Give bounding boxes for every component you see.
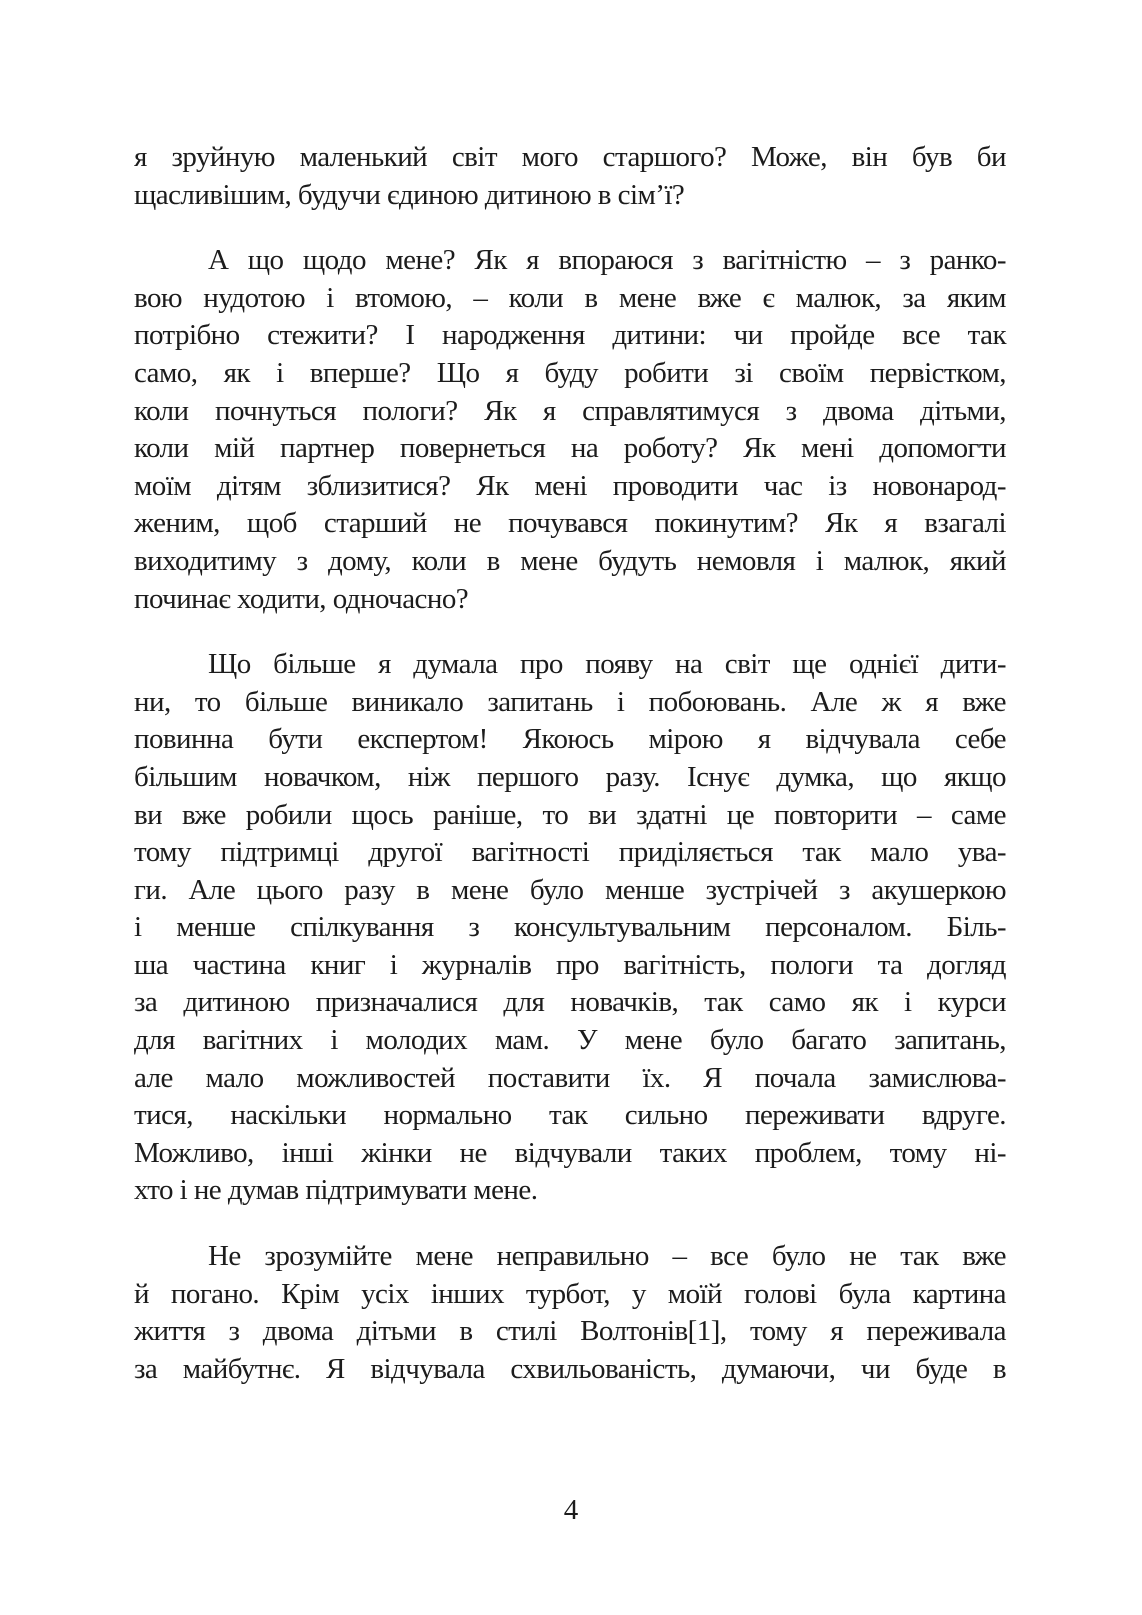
text-line: А що щодо мене? Як я впораюся з вагітністю – з ранко- [208, 244, 1006, 277]
text-line: коли мій партнер повернеться на роботу? Як мені допомогти [134, 432, 1006, 465]
paragraph-3 [134, 646, 1006, 1210]
text-line: й погано. Крім усіх інших турбот, у моїй голові була картина [134, 1277, 1006, 1310]
text-line: починає ходити, одночасно? [134, 582, 469, 615]
text-line: тому підтримці другої вагітності приділяється так мало ува- [134, 836, 1006, 869]
text-line: Не зрозумійте мене неправильно – все було не так вже [208, 1240, 1006, 1273]
text-line: ги. Але цього разу в мене було менше зустрічей з акушеркою [134, 873, 1006, 906]
text-line: життя з двома дітьми в стилі Волтонів[1], тому я переживала [134, 1315, 1006, 1348]
text-line: моїм дітям зблизитися? Як мені проводити час із новонарод- [134, 469, 1006, 502]
body-text [134, 139, 1006, 1388]
text-line: тися, наскільки нормально так сильно переживати вдруге. [134, 1099, 1006, 1132]
text-line: ви вже робили щось раніше, то ви здатні це повторити – саме [134, 798, 1006, 831]
text-line: за дитиною призначалися для новачків, так само як і курси [134, 986, 1006, 1019]
text-line: але мало можливостей поставити їх. Я почала замислюва- [134, 1061, 1006, 1094]
paragraph-4 [134, 1238, 1006, 1388]
text-line: за майбутнє. Я відчувала схвильованість, думаючи, чи буде в [134, 1352, 1006, 1385]
paragraph-1 [134, 139, 1006, 214]
text-line: більшим новачком, ніж першого разу. Існує думка, що якщо [134, 760, 1006, 793]
text-line: ни, то більше виникало запитань і побоювань. Але ж я вже [134, 685, 1006, 718]
text-line: повинна бути експертом! Якоюсь мірою я відчувала себе [134, 723, 1006, 756]
page-number: 4 [563, 1494, 579, 1526]
text-line: я зруйную маленький світ мого старшого? Може, він був би [134, 141, 1006, 173]
text-line: потрібно стежити? І народження дитини: чи пройде все так [134, 319, 1006, 352]
text-line: щасливішим, будучи єдиною дитиною в сім’ї? [134, 178, 685, 211]
text-line: само, як і вперше? Що я буду робити зі своїм первістком, [134, 356, 1006, 389]
text-line: женим, щоб старший не почувався покинутим? Як я взагалі [134, 507, 1006, 540]
text-line: і менше спілкування з консультувальним персоналом. Біль- [134, 911, 1006, 944]
paragraph-2 [134, 242, 1006, 618]
text-line: ша частина книг і журналів про вагітність, пологи та догляд [134, 948, 1006, 981]
text-line: хто і не думав підтримувати мене. [134, 1174, 538, 1207]
text-line: Що більше я думала про появу на світ ще однієї дити- [208, 648, 1006, 681]
text-line: для вагітних і молодих мам. У мене було багато запитань, [134, 1024, 1006, 1057]
text-line: вою нудотою і втомою, – коли в мене вже є малюк, за яким [134, 281, 1006, 314]
text-line: Можливо, інші жінки не відчували таких проблем, тому ні- [134, 1136, 1006, 1169]
text-line: коли почнуться пологи? Як я справлятимуся з двома дітьми, [134, 394, 1006, 427]
text-line: виходитиму з дому, коли в мене будуть немовля і малюк, який [134, 544, 1006, 577]
